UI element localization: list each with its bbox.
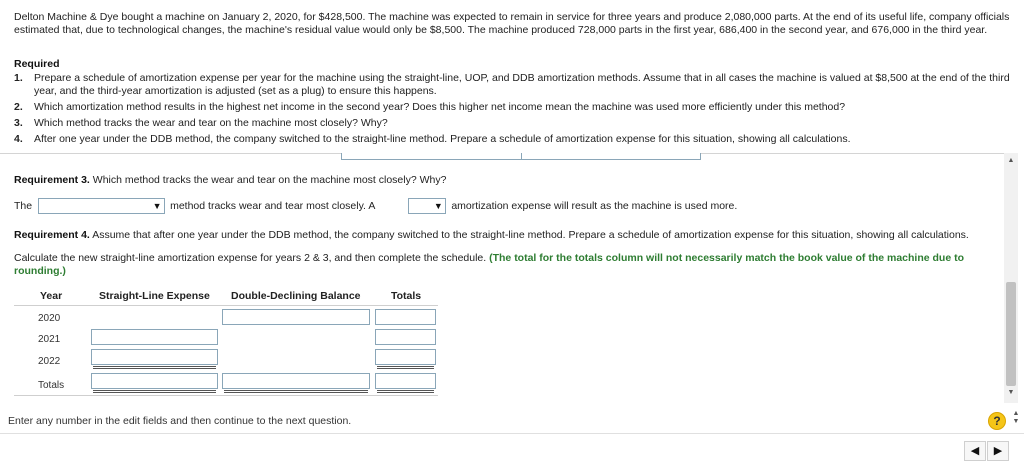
- next-question-button[interactable]: [987, 441, 1009, 461]
- required-item-text: After one year under the DDB method, the company switched to the straight-line method. Prepare a schedule of amortization expense for this situation, showing all calculations.: [34, 133, 851, 145]
- required-item-number: 4.: [14, 133, 23, 145]
- help-expand-icon[interactable]: ▲ ▼: [1012, 410, 1020, 425]
- scrollbar-thumb[interactable]: [1006, 282, 1016, 386]
- requirement-3-text: Which method tracks the wear and tear on the machine most closely? Why?: [92, 174, 447, 186]
- footer-hint: Enter any number in the edit fields and then continue to the next question.: [8, 415, 352, 427]
- dropdown-arrow-icon: ▼: [152, 201, 162, 211]
- straight-line-2021-input[interactable]: [91, 329, 218, 345]
- column-header-straight-line: Straight-Line Expense: [99, 290, 210, 302]
- row-label-totals: Totals: [38, 380, 65, 391]
- previous-question-button[interactable]: [964, 441, 986, 461]
- totals-2021-input[interactable]: [375, 329, 436, 345]
- triangle-left-icon: ◀: [970, 445, 980, 457]
- table-bottom-line: [14, 395, 438, 396]
- help-button[interactable]: ?: [988, 412, 1006, 430]
- required-item-text: Which method tracks the wear and tear on the machine most closely? Why?: [34, 117, 388, 129]
- totals-2020-input[interactable]: [375, 309, 436, 325]
- answer-text-tail: amortization expense will result as the machine is used more.: [451, 200, 738, 212]
- answer-text-the: The: [14, 200, 33, 212]
- requirement-4-prompt: [14, 229, 1004, 241]
- method-select[interactable]: [38, 198, 165, 214]
- problem-intro: Delton Machine & Dye bought a machine on January 2, 2020, for $428,500. The machine was expected to remain in service for three years and produce 2,080,000 parts. At the end of its useful life, company officials estimated that, due to technological changes, the machine's residual value would only be $8,500. The machine produced 728,000 parts in the first year, 686,400 in the second year, and 676,000 in the third year.: [14, 11, 1010, 36]
- row-label-2021: 2021: [38, 334, 61, 345]
- requirement-3-answer-row: [14, 197, 737, 215]
- footer-divider: [0, 433, 1024, 434]
- requirement-3-label: Requirement 3.: [14, 174, 90, 186]
- rounding-note: (The total for the totals column will not necessarily match the book value of the machine due to rounding.): [14, 252, 965, 277]
- required-list: [14, 72, 1010, 149]
- requirement-4-text: Assume that after one year under the DDB method, the company switched to the straight-line method. Prepare a schedule of amortization expense for this situation, showing all calculations.: [92, 229, 969, 241]
- row-label-2020: 2020: [38, 313, 61, 324]
- column-header-year: Year: [40, 290, 63, 302]
- requirement-4-label: Requirement 4.: [14, 229, 90, 241]
- calc-text: Calculate the new straight-line amortization expense for years 2 & 3, and then complete the schedule.: [14, 252, 487, 264]
- required-heading: Required: [14, 58, 60, 70]
- scroll-up-arrow-icon[interactable]: ▲: [1007, 157, 1015, 164]
- totals-total-input[interactable]: [375, 373, 436, 389]
- clipped-input-stub: [341, 153, 523, 160]
- column-header-totals: Totals: [391, 290, 422, 302]
- ddb-2020-input[interactable]: [222, 309, 370, 325]
- totals-2022-input[interactable]: [375, 349, 436, 365]
- amortization-expense-select[interactable]: [408, 198, 446, 214]
- required-item-3: [14, 117, 1010, 130]
- calculation-instructions: [14, 252, 1004, 278]
- answer-text-mid: method tracks wear and tear most closely. A: [170, 200, 376, 212]
- required-item-text: Which amortization method results in the highest net income in the second year? Does this higher net income mean the machine was used more efficiently under this method?: [34, 101, 846, 113]
- required-item-number: 1.: [14, 72, 23, 84]
- required-item-text: Prepare a schedule of amortization expense per year for the machine using the straight-line, UOP, and DDB amortization methods. Assume that in all cases the machine is valued at $8,500 at the end of the third year, and the third-year amortization is adjusted (set as a plug) to ensure this happens.: [34, 72, 1010, 97]
- column-header-ddb: Double-Declining Balance: [231, 290, 361, 302]
- required-item-2: [14, 101, 1010, 114]
- dropdown-arrow-icon: ▼: [433, 201, 443, 211]
- straight-line-total-input[interactable]: [91, 373, 218, 389]
- scroll-down-arrow-icon[interactable]: ▼: [1007, 389, 1015, 396]
- required-item-4: [14, 133, 1010, 146]
- required-item-1: [14, 72, 1010, 98]
- ddb-total-input[interactable]: [222, 373, 370, 389]
- clipped-input-stub: [521, 153, 701, 160]
- header-underline: [14, 305, 438, 306]
- requirement-3-prompt: [14, 174, 446, 186]
- row-label-2022: 2022: [38, 356, 61, 367]
- required-item-number: 3.: [14, 117, 23, 129]
- straight-line-2022-input[interactable]: [91, 349, 218, 365]
- triangle-right-icon: ▶: [993, 445, 1003, 457]
- required-item-number: 2.: [14, 101, 23, 113]
